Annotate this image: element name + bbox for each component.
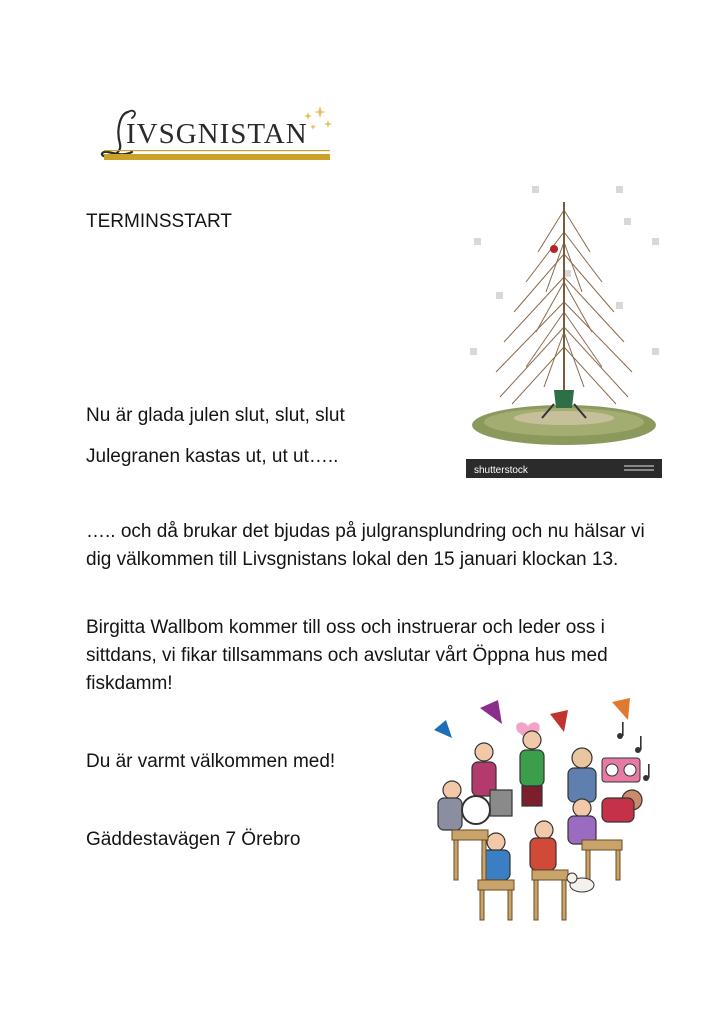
- logo-wordmark: IVSGNISTAN: [126, 118, 308, 150]
- seated-dance-illustration: [432, 680, 670, 930]
- page-heading: TERMINSSTART: [86, 211, 233, 232]
- welcome-text: Du är varmt välkommen med!: [86, 751, 336, 772]
- shutterstock-watermark: shutterstock: [474, 465, 528, 476]
- invitation-paragraph: ….. och då brukar det bjudas på julgransplundring och nu hälsar vi dig välkommen till Livsgnistans lokal den 15 januari klockan 13.: [86, 521, 645, 570]
- song-line-2: Julegranen kastas ut, ut ut…..: [86, 446, 339, 467]
- address-text: Gäddestavägen 7 Örebro: [86, 829, 301, 850]
- livsgnistan-logo: [98, 100, 334, 166]
- song-line-1: Nu är glada julen slut, slut, slut: [86, 405, 345, 426]
- bare-christmas-tree-image: [466, 182, 662, 478]
- program-paragraph: Birgitta Wallbom kommer till oss och instruerar och leder oss i sittdans, vi fikar tillsammans och avslutar vårt Öppna hus med fiskdamm!: [86, 617, 608, 694]
